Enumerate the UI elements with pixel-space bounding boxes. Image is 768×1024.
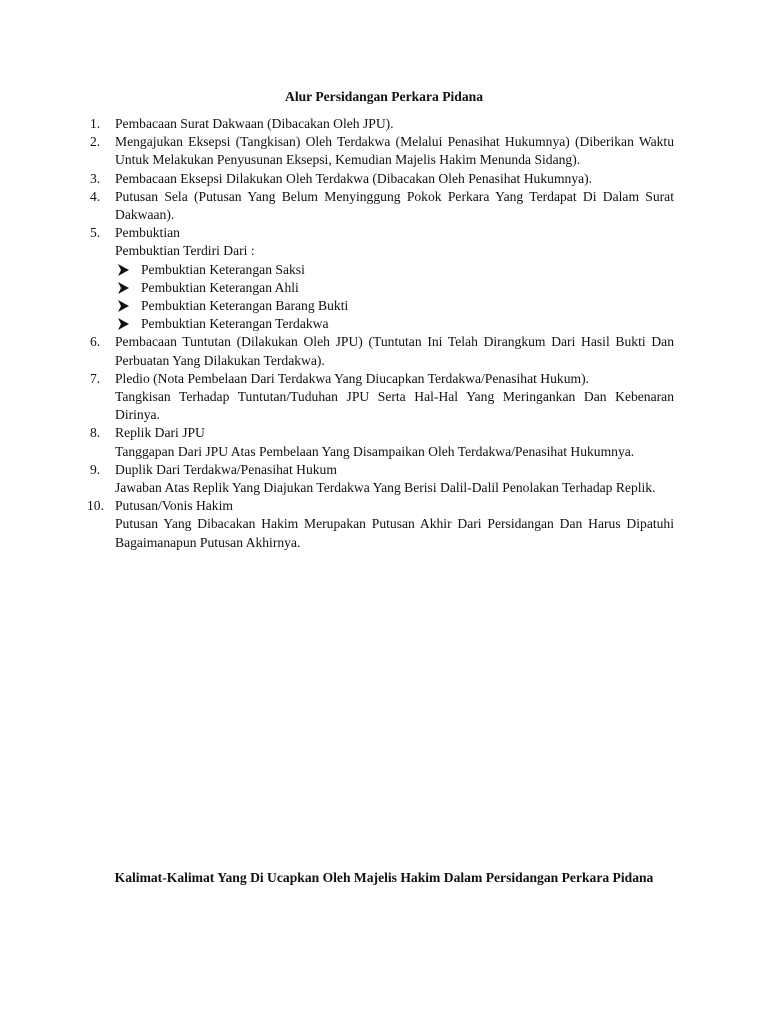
item-text: Pledio (Nota Pembelaan Dari Terdakwa Yang Diucapkan Terdakwa/Penasihat Hukum). bbox=[115, 370, 590, 386]
item-text: Mengajukan Eksepsi (Tangkisan) Oleh Terdakwa (Melalui Penasihat Hukumnya) (Diberikan Waktu Untuk Melakukan Penyusunan Eksepsi, Kemudian Majelis Hakim Menunda Sidang). bbox=[115, 134, 674, 168]
evidence-bullet-list bbox=[115, 261, 674, 334]
bullet-text: Pembuktian Keterangan Terdakwa bbox=[141, 316, 329, 332]
item-text: Pembuktian bbox=[115, 225, 180, 241]
procedure-list bbox=[87, 115, 674, 552]
item-text: Replik Dari JPU bbox=[115, 425, 205, 441]
list-item bbox=[90, 133, 674, 169]
item-number: 3. bbox=[90, 170, 101, 186]
bullet-item bbox=[115, 279, 674, 297]
list-item bbox=[87, 497, 674, 552]
list-item bbox=[90, 115, 674, 133]
item-subtext: Jawaban Atas Replik Yang Diajukan Terdakwa Yang Berisi Dalil-Dalil Penolakan Terhadap Replik. bbox=[115, 480, 656, 496]
item-number: 5. bbox=[90, 225, 101, 241]
item-subtext: Tangkisan Terhadap Tuntutan/Tuduhan JPU Serta Hal-Hal Yang Meringankan Dan Kebenaran Dirinya. bbox=[115, 389, 674, 423]
bullet-item bbox=[115, 315, 674, 333]
item-text: Duplik Dari Terdakwa/Penasihat Hukum bbox=[115, 461, 337, 477]
list-item bbox=[90, 424, 674, 460]
list-item bbox=[90, 370, 674, 425]
item-subtext: Pembuktian Terdiri Dari : bbox=[115, 243, 255, 259]
item-number: 4. bbox=[90, 188, 101, 204]
item-number: 10. bbox=[87, 498, 104, 514]
bullet-text: Pembuktian Keterangan Saksi bbox=[141, 261, 305, 277]
list-item bbox=[90, 188, 674, 224]
item-subtext: Putusan Yang Dibacakan Hakim Merupakan Putusan Akhir Dari Persidangan Dan Harus Dipatuhi Bagaimanapun Putusan Akhirnya. bbox=[115, 516, 674, 550]
list-item bbox=[90, 333, 674, 369]
document-title: Alur Persidangan Perkara Pidana bbox=[285, 89, 483, 104]
item-subtext: Tanggapan Dari JPU Atas Pembelaan Yang Disampaikan Oleh Terdakwa/Penasihat Hukumnya. bbox=[115, 443, 635, 459]
bullet-text: Pembuktian Keterangan Ahli bbox=[141, 279, 299, 295]
bullet-item bbox=[115, 261, 674, 279]
item-text: Putusan Sela (Putusan Yang Belum Menyinggung Pokok Perkara Yang Terdapat Di Dalam Surat Dakwaan). bbox=[115, 188, 674, 223]
item-number: 7. bbox=[90, 370, 101, 386]
bullet-text: Pembuktian Keterangan Barang Bukti bbox=[141, 298, 349, 314]
arrowhead-bullet-icon bbox=[118, 264, 129, 276]
item-number: 6. bbox=[90, 334, 101, 350]
arrowhead-bullet-icon bbox=[118, 282, 129, 294]
item-text: Pembacaan Surat Dakwaan (Dibacakan Oleh JPU). bbox=[115, 116, 394, 131]
item-text: Putusan/Vonis Hakim bbox=[115, 498, 233, 514]
list-item bbox=[90, 170, 674, 188]
list-item bbox=[90, 224, 674, 333]
bullet-item bbox=[115, 297, 674, 315]
item-number: 1. bbox=[90, 116, 101, 131]
list-item bbox=[90, 461, 674, 497]
section-heading: Kalimat-Kalimat Yang Di Ucapkan Oleh Majelis Hakim Dalam Persidangan Perkara Pidana bbox=[114, 870, 654, 885]
item-number: 9. bbox=[90, 461, 101, 477]
item-text: Pembacaan Tuntutan (Dilakukan Oleh JPU) (Tuntutan Ini Telah Dirangkum Dari Hasil Bukti Dan Perbuatan Yang Dilakukan Terdakwa). bbox=[115, 334, 674, 368]
item-number: 8. bbox=[90, 425, 101, 441]
arrowhead-bullet-icon bbox=[118, 318, 129, 330]
item-text: Pembacaan Eksepsi Dilakukan Oleh Terdakwa (Dibacakan Oleh Penasihat Hukumnya). bbox=[115, 170, 593, 186]
arrowhead-bullet-icon bbox=[118, 300, 129, 312]
item-number: 2. bbox=[90, 134, 101, 150]
